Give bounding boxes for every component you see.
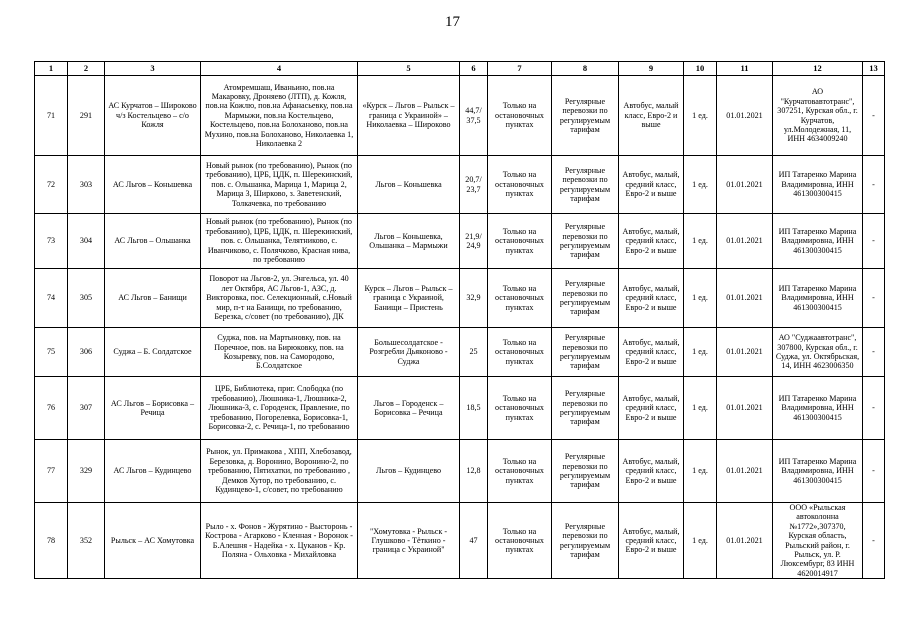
vehicle-quantity: 1 ед. [684, 503, 717, 579]
row-number: 75 [35, 328, 68, 377]
transport-type: Регулярные перевозки по регулируемым тарифам [552, 76, 619, 156]
carrier: ООО «Рыльская автоколонна №1772»,307370, Курская область, Рыльский район, г. Рыльск, ул. Р. Люксембург, 83 ИНН 4620014917 [773, 503, 863, 579]
vehicle-type: Автобус, малый, средний класс, Евро-2 и выше [619, 269, 684, 328]
boarding-order: Только на остановочных пунктах [488, 377, 552, 440]
vehicle-type: Автобус, малый, средний класс, Евро-2 и выше [619, 377, 684, 440]
route-number: 303 [68, 156, 105, 214]
route-streets: Курск – Льгов – Рыльск – граница с Украиной, Банищи – Пристень [358, 269, 460, 328]
transport-type: Регулярные перевозки по регулируемым тарифам [552, 377, 619, 440]
carrier: ИП Татаренко Марина Владимировна, ИНН 461300300415 [773, 214, 863, 269]
column-header: 6 [460, 62, 488, 76]
boarding-order: Только на остановочных пунктах [488, 156, 552, 214]
row-number: 71 [35, 76, 68, 156]
start-date: 01.01.2021 [717, 377, 773, 440]
route-streets: «Курск – Льгов – Рыльск – граница с Украиной» – Николаевка – Широково [358, 76, 460, 156]
route-number: 304 [68, 214, 105, 269]
route-name: АС Курчатов – Широково ч/з Костельцево – с/о Кожля [105, 76, 201, 156]
table-row [35, 214, 885, 269]
table-row [35, 377, 885, 440]
transport-type: Регулярные перевозки по регулируемым тарифам [552, 503, 619, 579]
route-stops: ЦРБ, Библиотека, приг. Слободка (по требованию), Люшника-1, Люшника-2, Люшника-3, с. Городенск, Правление, по требованию, Погорелевка, Борисовка-1, Борисовка-2, с. Речица-1, по требованию [201, 377, 358, 440]
column-header: 10 [684, 62, 717, 76]
column-header: 1 [35, 62, 68, 76]
route-stops: Атомремшаш, Иваньино, пов.на Макаровку, Дроняево (ЛТП), д. Кожля, пов.на Кожлю, пов.на Афанасьевку, пов.на Мармыжи, пов.на Костельцево, Костельцево, пов.на Болоханово, пов.на Мухино, пов.на Болоханово, Николаевка 1, Николаевка 2 [201, 76, 358, 156]
column-header: 13 [863, 62, 885, 76]
transport-type: Регулярные перевозки по регулируемым тарифам [552, 156, 619, 214]
page-number: 17 [445, 14, 460, 30]
note: - [863, 503, 885, 579]
vehicle-type: Автобус, малый, средний класс, Евро-2 и выше [619, 328, 684, 377]
transport-type: Регулярные перевозки по регулируемым тарифам [552, 269, 619, 328]
start-date: 01.01.2021 [717, 214, 773, 269]
carrier: ИП Татаренко Марина Владимировна, ИНН 461300300415 [773, 156, 863, 214]
vehicle-quantity: 1 ед. [684, 156, 717, 214]
column-header: 8 [552, 62, 619, 76]
route-name: АС Льгов – Ольшанка [105, 214, 201, 269]
carrier: АО "Курчатовавтотранс", 307251, Курская обл., г. Курчатов, ул.Молодежная, 11, ИНН 4634009240 [773, 76, 863, 156]
route-streets: Льгов – Коньшевка [358, 156, 460, 214]
row-number: 74 [35, 269, 68, 328]
note: - [863, 377, 885, 440]
boarding-order: Только на остановочных пунктах [488, 503, 552, 579]
header-row [35, 62, 885, 76]
route-name: Суджа – Б. Солдатское [105, 328, 201, 377]
start-date: 01.01.2021 [717, 440, 773, 503]
vehicle-quantity: 1 ед. [684, 328, 717, 377]
route-stops: Рыло - х. Фонов - Журятино - Высторонь - Кострова - Агарково - Кленная - Воронок - Б.Алешня - Надейка - х. Цуканов - Кр. Поляна - Ольховка - Михайловка [201, 503, 358, 579]
vehicle-type: Автобус, малый, средний класс, Евро-2 и выше [619, 156, 684, 214]
column-header: 7 [488, 62, 552, 76]
transport-type: Регулярные перевозки по регулируемым тарифам [552, 214, 619, 269]
route-streets: "Хомутовка - Рыльск - Глушково - Тёткино - граница с Украиной" [358, 503, 460, 579]
route-streets: Льгов – Кудинцево [358, 440, 460, 503]
note: - [863, 269, 885, 328]
start-date: 01.01.2021 [717, 328, 773, 377]
route-number: 305 [68, 269, 105, 328]
table-row [35, 156, 885, 214]
route-number: 307 [68, 377, 105, 440]
row-number: 72 [35, 156, 68, 214]
vehicle-quantity: 1 ед. [684, 377, 717, 440]
table-row [35, 328, 885, 377]
table-row [35, 503, 885, 579]
route-name: АС Льгов – Коньшевка [105, 156, 201, 214]
vehicle-type: Автобус, малый, средний класс, Евро-2 и выше [619, 503, 684, 579]
transport-type: Регулярные перевозки по регулируемым тарифам [552, 328, 619, 377]
transport-type: Регулярные перевозки по регулируемым тарифам [552, 440, 619, 503]
routes-table [34, 61, 885, 579]
carrier: ИП Татаренко Марина Владимировна, ИНН 461300300415 [773, 269, 863, 328]
route-stops: Новый рынок (по требованию), Рынок (по требованию), ЦРБ, ЦДК, п. Шерекинский, пов. с. Ольшанка, Телятниково, с. Иванчиково, с. Полячково, Красная нива, по требованию [201, 214, 358, 269]
route-name: Рыльск – АС Хомутовка [105, 503, 201, 579]
start-date: 01.01.2021 [717, 269, 773, 328]
route-number: 291 [68, 76, 105, 156]
route-stops: Суджа, пов. на Мартыновку, пов. на Поречное, пов. на Бирюковку, пов. на Козыревку, пов. на Самородово, Б.Солдатское [201, 328, 358, 377]
vehicle-type: Автобус, малый класс, Евро-2 и выше [619, 76, 684, 156]
boarding-order: Только на остановочных пунктах [488, 269, 552, 328]
boarding-order: Только на остановочных пунктах [488, 214, 552, 269]
vehicle-type: Автобус, малый, средний класс, Евро-2 и выше [619, 214, 684, 269]
note: - [863, 440, 885, 503]
row-number: 77 [35, 440, 68, 503]
vehicle-quantity: 1 ед. [684, 76, 717, 156]
start-date: 01.01.2021 [717, 76, 773, 156]
column-header: 4 [201, 62, 358, 76]
column-header: 3 [105, 62, 201, 76]
start-date: 01.01.2021 [717, 503, 773, 579]
route-length: 12,8 [460, 440, 488, 503]
route-streets: Льгов – Коньшевка, Ольшанка – Мармыжи [358, 214, 460, 269]
route-stops: Рынок, ул. Примакова , ХПП, Хлебозавод, Березовка, д. Воронино, Воронино-2, по требованию, Пятихатки, по требованию , Демков Хутор, по требованию, с. Кудинцево-1, с/совет, по требованию [201, 440, 358, 503]
column-header: 12 [773, 62, 863, 76]
row-number: 78 [35, 503, 68, 579]
route-number: 329 [68, 440, 105, 503]
route-length: 20,7/ 23,7 [460, 156, 488, 214]
vehicle-quantity: 1 ед. [684, 214, 717, 269]
route-stops: Новый рынок (по требованию), Рынок (по требованию), ЦРБ, ЦДК, п. Шерекинский, пов. с. Ольшанка, Марица 1, Марица 2, Марица 3, Ширково, з. Заветенский, Толкачевка, по требованию [201, 156, 358, 214]
route-streets: Льгов – Городенск – Борисовка – Речица [358, 377, 460, 440]
carrier: АО "Суджаавтотранс", 307800, Курская обл., г. Суджа, ул. Октябрьская, 14, ИНН 4623006350 [773, 328, 863, 377]
boarding-order: Только на остановочных пунктах [488, 440, 552, 503]
route-number: 306 [68, 328, 105, 377]
note: - [863, 76, 885, 156]
route-length: 44,7/ 37,5 [460, 76, 488, 156]
route-name: АС Льгов – Кудинцево [105, 440, 201, 503]
route-name: АС Льгов – Банищи [105, 269, 201, 328]
row-number: 73 [35, 214, 68, 269]
note: - [863, 156, 885, 214]
row-number: 76 [35, 377, 68, 440]
boarding-order: Только на остановочных пунктах [488, 328, 552, 377]
start-date: 01.01.2021 [717, 156, 773, 214]
route-number: 352 [68, 503, 105, 579]
route-length: 32,9 [460, 269, 488, 328]
vehicle-type: Автобус, малый, средний класс, Евро-2 и выше [619, 440, 684, 503]
carrier: ИП Татаренко Марина Владимировна, ИНН 461300300415 [773, 377, 863, 440]
column-header: 2 [68, 62, 105, 76]
vehicle-quantity: 1 ед. [684, 440, 717, 503]
vehicle-quantity: 1 ед. [684, 269, 717, 328]
route-name: АС Льгов – Борисовка – Речица [105, 377, 201, 440]
carrier: ИП Татаренко Марина Владимировна, ИНН 461300300415 [773, 440, 863, 503]
column-header: 9 [619, 62, 684, 76]
note: - [863, 214, 885, 269]
table-row [35, 269, 885, 328]
boarding-order: Только на остановочных пунктах [488, 76, 552, 156]
route-stops: Поворот на Льгов-2, ул. Энгельса, ул. 40 лет Октября, АС Льгов-1, АЗС, д. Викторовка, пос. Селекционный, с.Новый мир, п-т на Банищи, по требованию, Березка, с/совет (по требованию), ДК [201, 269, 358, 328]
route-length: 21,9/ 24,9 [460, 214, 488, 269]
route-length: 25 [460, 328, 488, 377]
table-row [35, 76, 885, 156]
column-header: 11 [717, 62, 773, 76]
column-header: 5 [358, 62, 460, 76]
route-length: 47 [460, 503, 488, 579]
note: - [863, 328, 885, 377]
table-row [35, 440, 885, 503]
route-length: 18,5 [460, 377, 488, 440]
route-streets: Большесолдатское - Розгребли Дьяконово - Суджа [358, 328, 460, 377]
